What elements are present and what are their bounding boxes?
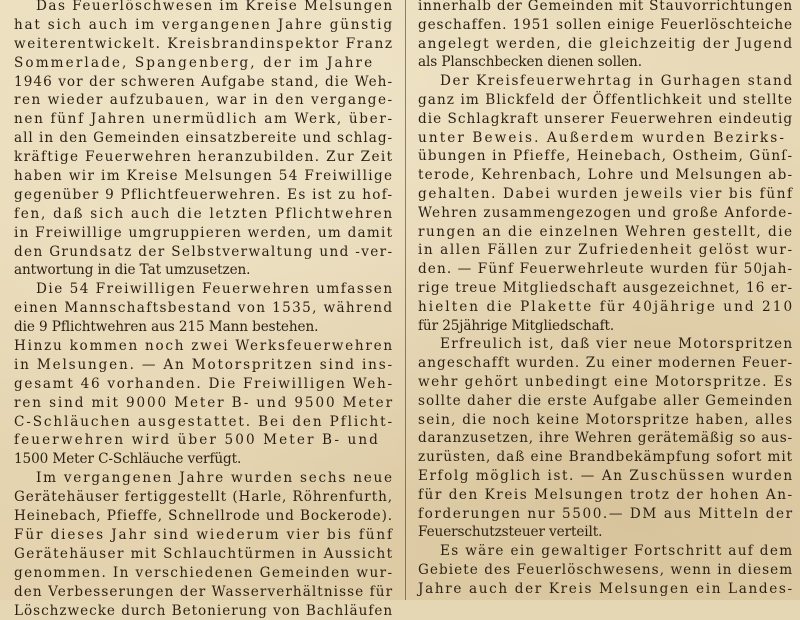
article-line: in Melsungen. — An Motorspritzen sind ins- xyxy=(14,356,394,375)
article-line: angeschafft wurden. Zu einer modernen Feuer- xyxy=(418,354,794,373)
article-line: Wehren zusammengezogen und große Anforde- xyxy=(418,204,794,223)
article-line: in Freiwillige umgruppieren werden, um damit xyxy=(14,224,394,243)
article-line: Im vergangenen Jahre wurden sechs neue xyxy=(14,469,394,488)
article-line: all in den Gemeinden einsatzbereite und schlag- xyxy=(14,129,394,148)
article-line: den Verbesserungen der Wasserverhältnisse für xyxy=(14,583,394,602)
article-line: die Schlagkraft unserer Feuerwehren eindeutig xyxy=(418,110,794,129)
article-line: ren sind mit 9000 Meter B- und 9500 Meter xyxy=(14,394,394,413)
article-line: Erfolg möglich ist. — An Zuschüssen wurden xyxy=(418,467,794,486)
article-line: Sommerlade, Spangenberg, der im Jahre xyxy=(14,54,394,73)
article-line: Erfreulich ist, daß vier neue Motorspritzen xyxy=(418,335,794,354)
article-line: fen, daß sich auch die letzten Pflichtwehren xyxy=(14,205,394,224)
article-line: Löschzwecke durch Betonierung von Bachläufen xyxy=(14,602,394,620)
article-line: Gerätehäuser fertiggestellt (Harle, Röhrenfurth, xyxy=(14,488,394,507)
article-line: feuerwehren wird über 500 Meter B- und xyxy=(14,431,394,450)
article-line: gehalten. Dabei wurden jeweils vier bis fünf xyxy=(418,185,794,204)
article-line: rige treue Mitgliedschaft ausgezeichnet, 16 er- xyxy=(418,279,794,298)
article-line: kräftige Feuerwehren heranzubilden. Zur Zeit xyxy=(14,148,394,167)
article-line: gesamt 46 vorhanden. Die Freiwilligen Weh- xyxy=(14,375,394,394)
article-line: Feuerschutzsteuer verteilt. xyxy=(418,523,794,542)
article-line: sollte daher die erste Aufgabe aller Gemeinden xyxy=(418,392,794,411)
column-divider xyxy=(405,0,406,600)
article-line: terode, Kehrenbach, Lohre und Melsungen ab- xyxy=(418,166,794,185)
article-line: Heinebach, Pfieffe, Schnellrode und Bockerode). xyxy=(14,507,394,526)
article-line: für den Kreis Melsungen trotz der hohen An- xyxy=(418,486,794,505)
article-line: einen Mannschaftsbestand von 1535, während xyxy=(14,299,394,318)
article-line: Für dieses Jahr sind wiederum vier bis fünf xyxy=(14,526,394,545)
article-line: übungen in Pfieffe, Heinebach, Ostheim, Günſ- xyxy=(418,147,794,166)
article-line: Der Kreisfeuerwehrtag in Gurhagen stand xyxy=(418,72,794,91)
article-column-left xyxy=(14,0,394,603)
article-line: den Grundsatz der Selbstverwaltung und -ver- xyxy=(14,243,394,262)
article-line: forderungen nur 5500.— DM aus Mitteln der xyxy=(418,505,794,524)
article-line: Hinzu kommen noch zwei Werksfeuerwehren xyxy=(14,337,394,356)
article-line: gegenüber 9 Pflichtfeuerwehren. Es ist zu hof- xyxy=(14,186,394,205)
article-line: sein, die noch keine Motorspritze haben, alles xyxy=(418,411,794,430)
article-line: genommen. In verschiedenen Gemeinden wur- xyxy=(14,564,394,583)
article-line: Es wäre ein gewaltiger Fortschritt auf dem xyxy=(418,542,794,561)
article-line: daranzusetzen, ihre Wehren gerätemäßig so aus- xyxy=(418,429,794,448)
article-line: ren wieder aufzubauen, war in den vergange- xyxy=(14,91,394,110)
article-line: nen fünf Jahren unermüdlich am Werk, über- xyxy=(14,110,394,129)
article-line: in allen Fällen zur Zufriedenheit gelöst wur- xyxy=(418,241,794,260)
article-line: weiterentwickelt. Kreisbrandinspektor Franz xyxy=(14,35,394,54)
article-column-right xyxy=(418,0,794,603)
article-line: als Planschbecken dienen sollen. xyxy=(418,53,794,72)
article-line: haben wir im Kreise Melsungen 54 Freiwillige xyxy=(14,167,394,186)
article-line: 1500 Meter C-Schläuche verfügt. xyxy=(14,450,394,469)
article-line: hat sich auch im vergangenen Jahre günstig xyxy=(14,16,394,35)
article-line: Die 54 Freiwilligen Feuerwehren umfassen xyxy=(14,280,394,299)
article-line: Das Feuerlöschwesen im Kreise Melsungen xyxy=(14,0,394,16)
article-line: rungen an die einzelnen Wehren gestellt, die xyxy=(418,223,794,242)
article-line: angelegt werden, die gleichzeitig der Jugend xyxy=(418,35,794,54)
article-line: den. — Fünf Feuerwehrleute wurden für 50jah- xyxy=(418,260,794,279)
article-line: geschaffen. 1951 sollen einige Feuerlöschteiche xyxy=(418,16,794,35)
article-line: die 9 Pflichtwehren aus 215 Mann bestehen. xyxy=(14,318,394,337)
article-line: ganz im Blickfeld der Öffentlichkeit und stellte xyxy=(418,91,794,110)
article-line: antwortung in die Tat umzusetzen. xyxy=(14,261,394,280)
article-line: unter Beweis. Außerdem wurden Bezirks- xyxy=(418,129,794,148)
article-line: Gerätehäuser mit Schlauchtürmen in Aussicht xyxy=(14,545,394,564)
article-line: für 25jährige Mitgliedschaft. xyxy=(418,317,794,336)
article-line: hielten die Plakette für 40jährige und 210 xyxy=(418,298,794,317)
article-line: wehr gehört unbedingt eine Motorspritze. Es xyxy=(418,373,794,392)
article-line: innerhalb der Gemeinden mit Stauvorrichtungen xyxy=(418,0,794,16)
article-line: Gebiete des Feuerlöschwesens, wenn in diesem xyxy=(418,561,794,580)
article-line: 1946 vor der schweren Aufgabe stand, die Weh- xyxy=(14,73,394,92)
article-line: Jahre auch der Kreis Melsungen ein Landes- xyxy=(418,580,794,599)
article-line: C-Schläuchen ausgestattet. Bei den Pflicht- xyxy=(14,413,394,432)
article-line: zurüsten, daß eine Brandbekämpfung sofort mit xyxy=(418,448,794,467)
